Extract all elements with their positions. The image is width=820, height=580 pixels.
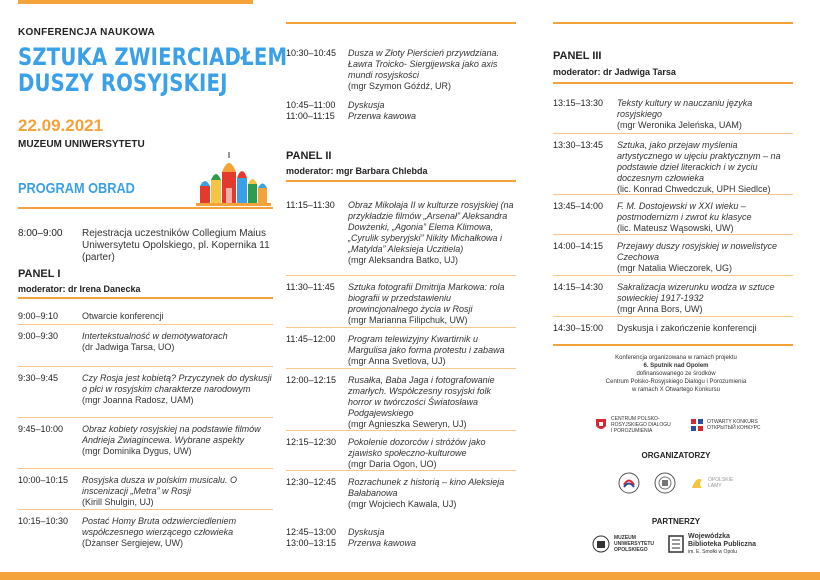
speaker: (Dżanser Sergiejew, UW) (82, 538, 184, 548)
panel-2-moderator: moderator: mgr Barbara Chlebda (286, 166, 428, 176)
divider (18, 207, 273, 209)
agenda-description (82, 516, 278, 549)
agenda-description (82, 424, 278, 457)
time: 8:00–9:00 (18, 228, 63, 239)
page-title (18, 43, 288, 97)
divider (18, 468, 273, 469)
museum-logo (592, 535, 654, 553)
speaker: (mgr Marianna Filipchuk, UW) (348, 315, 468, 325)
bottom-accent-bar (0, 572, 820, 580)
divider (286, 368, 516, 369)
speaker: (mgr Aleksandra Batko, UJ) (348, 255, 459, 265)
agenda-description (348, 477, 516, 510)
agenda-description (617, 241, 793, 274)
break-time: 12:45–13:00 (286, 527, 337, 537)
agenda-description (82, 373, 278, 406)
organizer-seal-1-icon (618, 472, 640, 494)
divider (18, 297, 273, 299)
agenda-time: 10:15–10:30 (18, 516, 69, 526)
funding-line-4: Centrum Polsko-Rosyjskiego Dialogu i Porozumienia (605, 379, 747, 385)
speaker: Otwarcie konferencji (82, 311, 164, 321)
speaker: Dyskusja i zakończenie konferencji (617, 323, 757, 333)
agenda-time: 9:00–9:10 (18, 311, 59, 321)
agenda-time: 11:15–11:30 (286, 200, 335, 210)
open-contest-text (707, 419, 760, 431)
opolskie-emblem-icon (690, 476, 704, 490)
museum-seal-icon (592, 535, 610, 553)
agenda-description (348, 282, 516, 326)
organizer-seal-2-icon (654, 472, 676, 494)
agenda-time: 13:45–14:00 (553, 201, 604, 211)
library-emblem-icon (668, 535, 684, 553)
speaker: (Kirill Shulgin, UJ) (82, 497, 154, 507)
program-heading: PROGRAM OBRAD (18, 180, 135, 197)
divider (553, 133, 793, 134)
open-contest-emblem-icon (691, 419, 703, 431)
library-line-2: Biblioteka Publiczna (688, 541, 757, 548)
organizers-heading: ORGANIZATORZY (641, 451, 711, 460)
funding-line-5: w ramach X Otwartego Konkursu (631, 387, 721, 393)
speaker: (mgr Natalia Wieczorek, UG) (617, 263, 733, 273)
talk-title: Przejawy duszy rosyjskiej w nowelistyce Czechowa (617, 241, 778, 262)
divider (553, 194, 793, 195)
agenda-description (617, 98, 793, 131)
talk-title: Program telewizyjny Kwartirnik u Margulisa jako forma protestu i zabawa (348, 334, 505, 355)
speaker: (mgr Joanna Radosz, UAM) (82, 395, 194, 405)
organizer-logos (618, 472, 734, 494)
agenda-time: 13:15–13:30 (553, 98, 604, 108)
speaker: (lic. Mateusz Wąsowski, UW) (617, 223, 734, 233)
talk-title: Rozrachunek z historią – kino Aleksieja Bałabanowa (348, 477, 505, 498)
divider (286, 327, 516, 328)
sponsor-logos (595, 416, 760, 434)
talk-title: F. M. Dostojewski w XXI wieku – postmodernizm i zwrot ku klasyce (617, 201, 752, 222)
panel-2-heading: PANEL II (286, 150, 332, 162)
divider (286, 470, 516, 471)
panel-3-moderator: moderator: dr Jadwiga Tarsa (553, 67, 676, 77)
talk-title: Intertekstualność w demotywatorach (82, 331, 228, 341)
conference-venue: MUZEUM UNIWERSYTETU (18, 139, 145, 150)
library-text (688, 533, 756, 555)
break-time: 10:45–11:00 (286, 100, 336, 110)
talk-title: Postać Homy Bruta odzwierciedleniem współczesnego wierzącego człowieka (82, 516, 237, 537)
library-line-3: im. E. Smołki w Opolu (688, 549, 737, 555)
agenda-description (348, 48, 516, 92)
break-time: 13:00–13:15 (286, 538, 337, 548)
speaker: (mgr Anna Svetlova, UJ) (348, 356, 446, 366)
cprdip-logo-text: CENTRUM POLSKO-ROSYJSKIEGO DIALOGU I POROZUMIENIA (611, 416, 671, 434)
talk-title: Rusałka, Baba Jaga i fotografowanie zmarłych. Współczesny rosyjski folk horror w twórczości Światosława Podgajewskiego (348, 375, 495, 418)
open-contest-pl: OTWARTY KONKURS (707, 419, 758, 425)
kremlin-illustration-icon (196, 150, 271, 206)
agenda-time: 11:30–11:45 (286, 282, 335, 292)
agenda-time: 12:30–12:45 (286, 477, 337, 487)
agenda-time: 10:00–10:15 (18, 475, 69, 485)
agenda-time: 10:30–10:45 (286, 48, 337, 58)
speaker: (dr Jadwiga Tarsa, UO) (82, 342, 175, 352)
break-label: Dyskusja (348, 100, 385, 110)
agenda-description (82, 311, 278, 322)
panel-3-heading: PANEL III (553, 50, 602, 62)
agenda-description (617, 282, 793, 315)
talk-title: Sakralizacja wizerunku wodza w sztuce sowieckiej 1917-1932 (617, 282, 775, 303)
opolskie-logo (690, 476, 734, 490)
funding-note (556, 354, 796, 394)
partner-logos (592, 533, 756, 555)
agenda-description (348, 375, 516, 430)
talk-title: Teksty kultury w nauczaniu języka rosyjskiego (617, 98, 753, 119)
divider (553, 344, 793, 346)
break-time: 11:00–11:15 (286, 111, 335, 121)
open-contest-logo (691, 419, 760, 431)
agenda-time: 12:15–12:30 (286, 437, 337, 447)
divider (18, 509, 273, 510)
agenda-description (617, 201, 793, 234)
agenda-time: 9:45–10:00 (18, 424, 64, 434)
agenda-description (617, 323, 793, 334)
title-line-2: DUSZY ROSYJSKIEJ (18, 69, 228, 97)
agenda-description (348, 200, 516, 266)
open-contest-ru: ОТКРЫТЫЙ КОНКУРС (707, 425, 761, 431)
divider (286, 180, 516, 182)
agenda-time: 11:45–12:00 (286, 334, 336, 344)
divider (553, 82, 793, 84)
speaker: (mgr Szymon Góźdź, UR) (348, 81, 452, 91)
opolskie-text: OPOLSKIE LAMY (708, 477, 734, 489)
agenda-time: 14:00–14:15 (553, 241, 604, 251)
divider (553, 316, 793, 317)
panel-1-moderator: moderator: dr Irena Danecka (18, 284, 141, 294)
top-accent-bar-left (18, 0, 253, 4)
talk-title: Czy Rosja jest kobietą? Przyczynek do dyskusji o płci w rosyjskim charakterze narodowym (82, 373, 272, 394)
agenda-time: 12:00–12:15 (286, 375, 337, 385)
conference-date: 22.09.2021 (18, 116, 104, 135)
divider (553, 275, 793, 276)
divider (286, 430, 516, 431)
talk-title: Obraz kobiety rosyjskiej na podstawie filmów Andrieja Zwiagincewa. Wybrane aspekty (82, 424, 261, 445)
break-label: Przerwa kawowa (348, 111, 417, 121)
funding-line-2: 6. Sputnik nad Opolem (643, 363, 709, 369)
divider (18, 324, 273, 325)
library-line-1: Wojewódzka (688, 533, 730, 540)
speaker: (lic. Konrad Chwedczuk, UPH Siedlce) (617, 184, 771, 194)
agenda-time: 14:15–14:30 (553, 282, 604, 292)
speaker: (mgr Anna Bors, UW) (617, 304, 703, 314)
divider (18, 417, 273, 418)
cprdip-emblem-icon (595, 418, 607, 432)
talk-title: Sztuka fotografii Dmitrija Markowa: rola biografii w przedstawieniu prowincjonalnego życia w Rosji (348, 282, 505, 314)
museum-logo-text: MUZEUM UNIWERSYTETU OPOLSKIEGO (614, 535, 654, 553)
talk-title: Pokolenie dozorców i stróżów jako zjawisko społeczno-kulturowe (348, 437, 486, 458)
break-label: Przerwa kawowa (348, 538, 417, 548)
agenda-time: 14:30–15:00 (553, 323, 604, 333)
title-line-1: SZTUKA ZWIERCIADŁEM (18, 43, 288, 71)
talk-title: Obraz Mikołaja II w kulturze rosyjskiej (na przykładzie filmów „Arsenał” Aleksandra Dowżenki, „Agonia” Elema Klimowa, „Cyrulik syberyjski” Nikity Michałkowa i „Matylda” Aleksieja Uczitiela) (348, 200, 514, 254)
talk-title: Sztuka, jako przejaw myślenia artystycznego w ujęciu praktycznym – na podstawie dzieł literackich i w życiu doczesnym człowieka (617, 140, 781, 183)
break-label: Dyskusja (348, 527, 385, 537)
agenda-description (82, 475, 278, 508)
speaker: (mgr Agnieszka Seweryn, UJ) (348, 419, 467, 429)
panel-1-heading: PANEL I (18, 268, 61, 280)
speaker: (mgr Dominika Dygus, UW) (82, 446, 192, 456)
agenda-time: 13:30–13:45 (553, 140, 604, 150)
talk-title: Dusza w Złoty Pierścień przywdziana. Ławra Troicko- Siergijewska jako axis mundi rosyjskości (348, 48, 500, 80)
speaker: (mgr Daria Ogon, UO) (348, 459, 437, 469)
top-accent-bar-right (553, 22, 793, 24)
conference-label: KONFERENCJA NAUKOWA (18, 27, 155, 38)
funding-line-1: Konferencja organizowana w ramach projektu (615, 355, 737, 361)
divider (286, 275, 516, 276)
agenda-time: 9:00–9:30 (18, 331, 59, 341)
agenda-time: 9:30–9:45 (18, 373, 59, 383)
cprdip-logo (595, 416, 671, 434)
divider (553, 234, 793, 235)
partners-heading: PARTNERZY (651, 517, 701, 526)
library-logo (668, 533, 756, 555)
talk-title: Rosyjska dusza w polskim musicalu. O inscenizacji „Metra” w Rosji (82, 475, 238, 496)
divider (18, 366, 273, 367)
agenda-description (348, 334, 516, 367)
agenda-description (617, 140, 793, 195)
description: Rejestracja uczestników Collegium Maius Uniwersytetu Opolskiego, pl. Kopernika 11 (parter) (82, 228, 270, 263)
top-accent-bar-middle (286, 22, 516, 24)
agenda-description (348, 437, 516, 470)
funding-line-3: dofinansowanego ze środków (636, 371, 716, 377)
speaker: (mgr Weronika Jeleńska, UAM) (617, 120, 742, 130)
agenda-description (82, 331, 278, 353)
speaker: (mgr Wojciech Kawala, UJ) (348, 499, 457, 509)
